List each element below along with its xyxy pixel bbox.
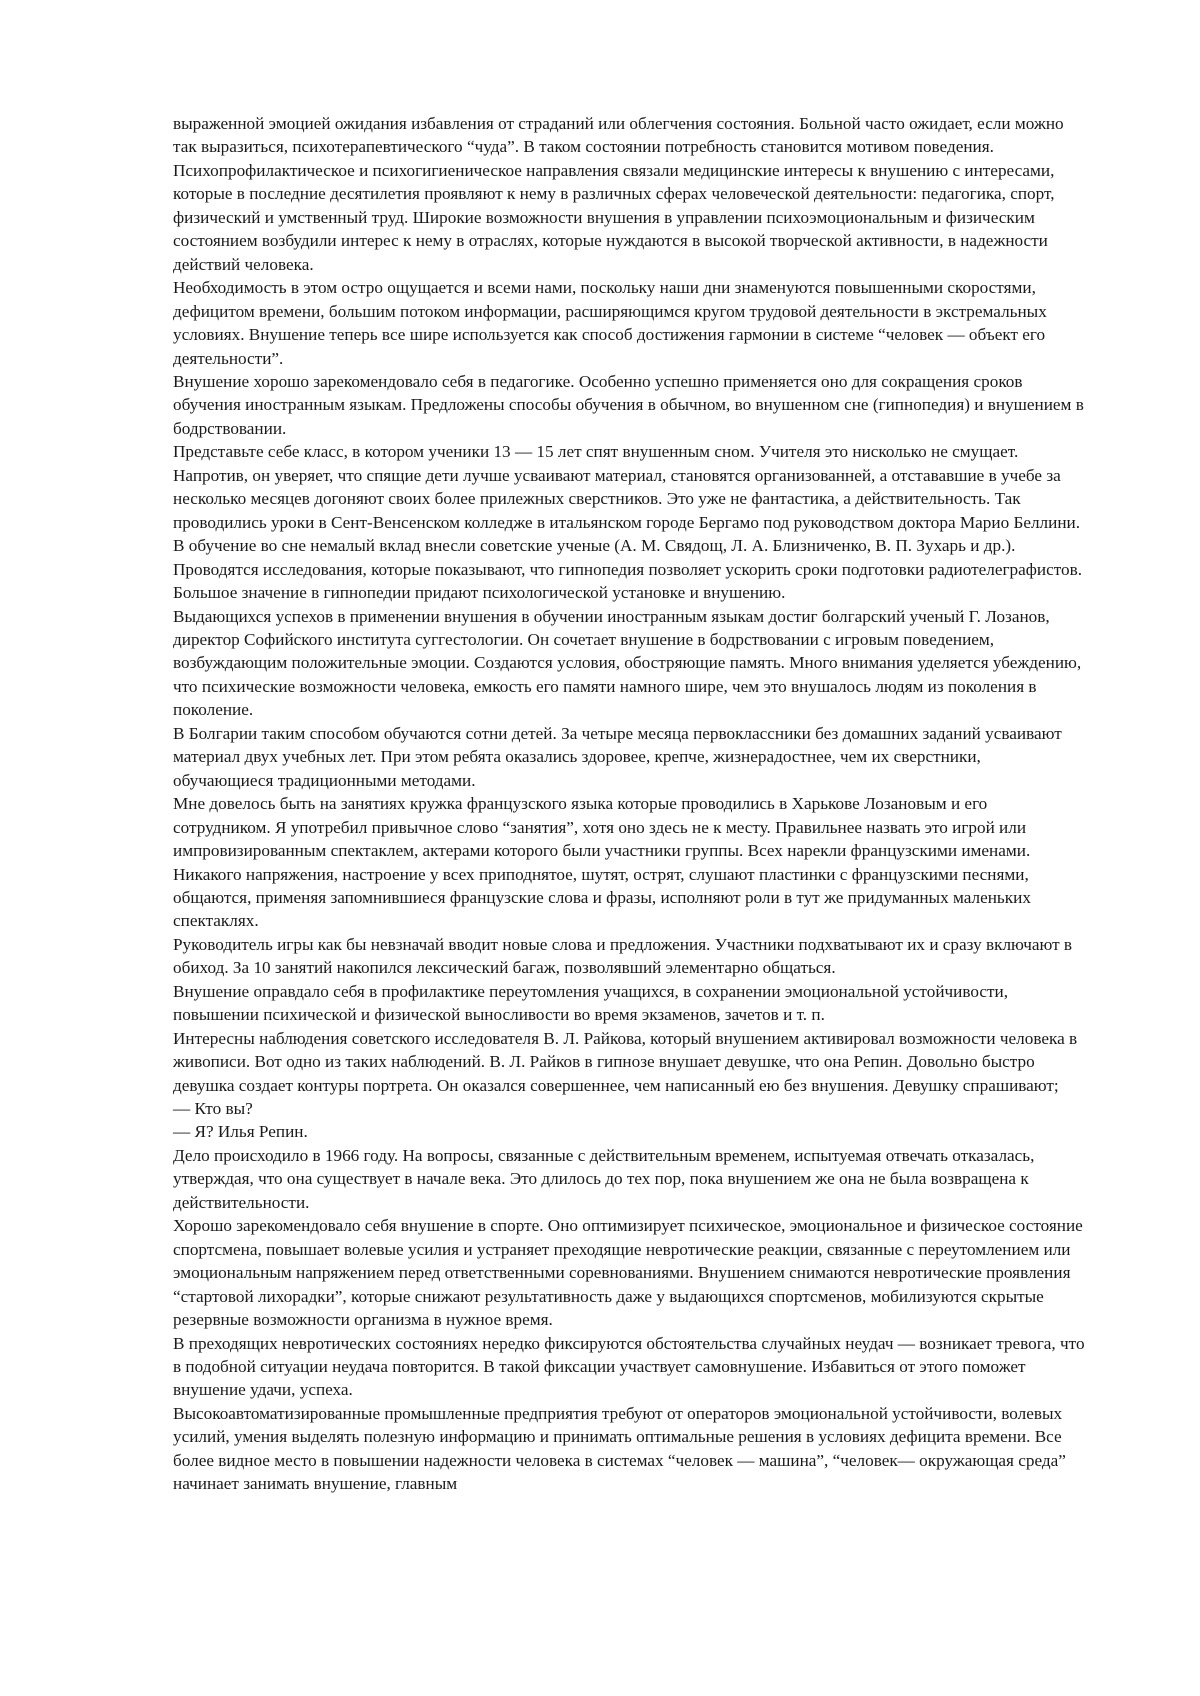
paragraph: Высокоавтоматизированные промышленные предприятия требуют от операторов эмоциональной устойчивости, волевых усилий, умения выделять полезную информацию и принимать оптимальные решения в условиях дефицита времени. Все более видное место в повышении надежности человека в системах “человек — машина”, “человек— окружающая среда” начинает занимать внушение, главным (173, 1402, 1085, 1496)
paragraph: Хорошо зарекомендовало себя внушение в спорте. Оно оптимизирует психическое, эмоциональное и физическое состояние спортсмена, повышает волевые усилия и устраняет преходящие невротические реакции, связанные с переутомлением или эмоциональным напряжением перед ответственными соревнованиями. Внушением снимаются невротические проявления “стартовой лихорадки”, которые снижают результативность даже у выдающихся спортсменов, мобилизуются скрытые резервные возможности организма в нужное время. (173, 1214, 1085, 1331)
paragraph: Выдающихся успехов в применении внушения в обучении иностранным языкам достиг болгарский ученый Г. Лозанов, директор Софийского института суггестологии. Он сочетает внушение в бодрствовании с игровым поведением, возбуждающим положительные эмоции. Создаются условия, обостряющие память. Много внимания уделяется убеждению, что психические возможности человека, емкость его памяти намного шире, чем это внушалось людям из поколения в поколение. (173, 605, 1085, 722)
paragraph: Внушение хорошо зарекомендовало себя в педагогике. Особенно успешно применяется оно для сокращения сроков обучения иностранным языкам. Предложены способы обучения в обычном, во внушенном сне (гипнопедия) и внушением в бодрствовании. (173, 370, 1085, 440)
paragraph: Представьте себе класс, в котором ученики 13 — 15 лет спят внушенным сном. Учителя это нисколько не смущает. Напротив, он уверяет, что спящие дети лучше усваивают материал, становятся организованней, а отстававшие в учебе за несколько месяцев догоняют своих более прилежных сверстников. Это уже не фантастика, а действительность. Так проводились уроки в Сент-Венсенском колледже в итальянском городе Бергамо под руководством доктора Марио Беллини. (173, 440, 1085, 534)
paragraph: В Болгарии таким способом обучаются сотни детей. За четыре месяца первоклассники без домашних заданий усваивают материал двух учебных лет. При этом ребята оказались здоровее, крепче, жизнерадостнее, чем их сверстники, обучающиеся традиционными методами. (173, 722, 1085, 792)
paragraph: Мне довелось быть на занятиях кружка французского языка которые проводились в Харькове Лозановым и его сотрудником. Я употребил привычное слово “занятия”, хотя оно здесь не к месту. Правильнее назвать это игрой или импровизированным спектаклем, актерами которого были участники группы. Всех нарекли французскими именами. Никакого напряжения, настроение у всех приподнятое, шутят, острят, слушают пластинки с французскими песнями, общаются, применяя запомнившиеся французские слова и фразы, исполняют роли в тут же придуманных маленьких спектаклях. (173, 792, 1085, 933)
paragraph: Психопрофилактическое и психогигиеническое направления связали медицинские интересы к внушению с интересами, которые в последние десятилетия проявляют к нему в различных сферах человеческой деятельности: педагогика, спорт, физический и умственный труд. Широкие возможности внушения в управлении психоэмоциональным и физическим состоянием возбудили интерес к нему в отраслях, которые нуждаются в высокой творческой активности, в надежности действий человека. (173, 159, 1085, 276)
paragraph: В обучение во сне немалый вклад внесли советские ученые (А. М. Свядощ, Л. А. Близниченко, В. П. Зухарь и др.). Проводятся исследования, которые показывают, что гипнопедия позволяет ускорить сроки подготовки радиотелеграфистов. Большое значение в гипнопедии придают психологической установке и внушению. (173, 534, 1085, 604)
dialogue-line: — Кто вы? (173, 1097, 1085, 1120)
document-page (173, 112, 1085, 1496)
paragraph: Необходимость в этом остро ощущается и всеми нами, поскольку наши дни знаменуются повышенными скоростями, дефицитом времени, большим потоком информации, расширяющимся кругом трудовой деятельности в экстремальных условиях. Внушение теперь все шире используется как способ достижения гармонии в системе “человек — объект его деятельности”. (173, 276, 1085, 370)
paragraph: Интересны наблюдения советского исследователя В. Л. Райкова, который внушением активировал возможности человека в живописи. Вот одно из таких наблюдений. В. Л. Райков в гипнозе внушает девушке, что она Репин. Довольно быстро девушка создает контуры портрета. Он оказался совершеннее, чем написанный ею без внушения. Девушку спрашивают; (173, 1027, 1085, 1097)
paragraph: Дело происходило в 1966 году. На вопросы, связанные с действительным временем, испытуемая отвечать отказалась, утверждая, что она существует в начале века. Это длилось до тех пор, пока внушением же она не была возвращена к действительности. (173, 1144, 1085, 1214)
paragraph: В преходящих невротических состояниях нередко фиксируются обстоятельства случайных неудач — возникает тревога, что в подобной ситуации неудача повторится. В такой фиксации участвует самовнушение. Избавиться от этого поможет внушение удачи, успеха. (173, 1332, 1085, 1402)
paragraph: выраженной эмоцией ожидания избавления от страданий или облегчения состояния. Больной часто ожидает, если можно так выразиться, психотерапевтического “чуда”. В таком состоянии потребность становится мотивом поведения. (173, 112, 1085, 159)
paragraph: Внушение оправдало себя в профилактике переутомления учащихся, в сохранении эмоциональной устойчивости, повышении психической и физической выносливости во время экзаменов, зачетов и т. п. (173, 980, 1085, 1027)
paragraph: Руководитель игры как бы невзначай вводит новые слова и предложения. Участники подхватывают их и сразу включают в обиход. За 10 занятий накопился лексический багаж, позволявший элементарно общаться. (173, 933, 1085, 980)
dialogue-line: — Я? Илья Репин. (173, 1120, 1085, 1143)
